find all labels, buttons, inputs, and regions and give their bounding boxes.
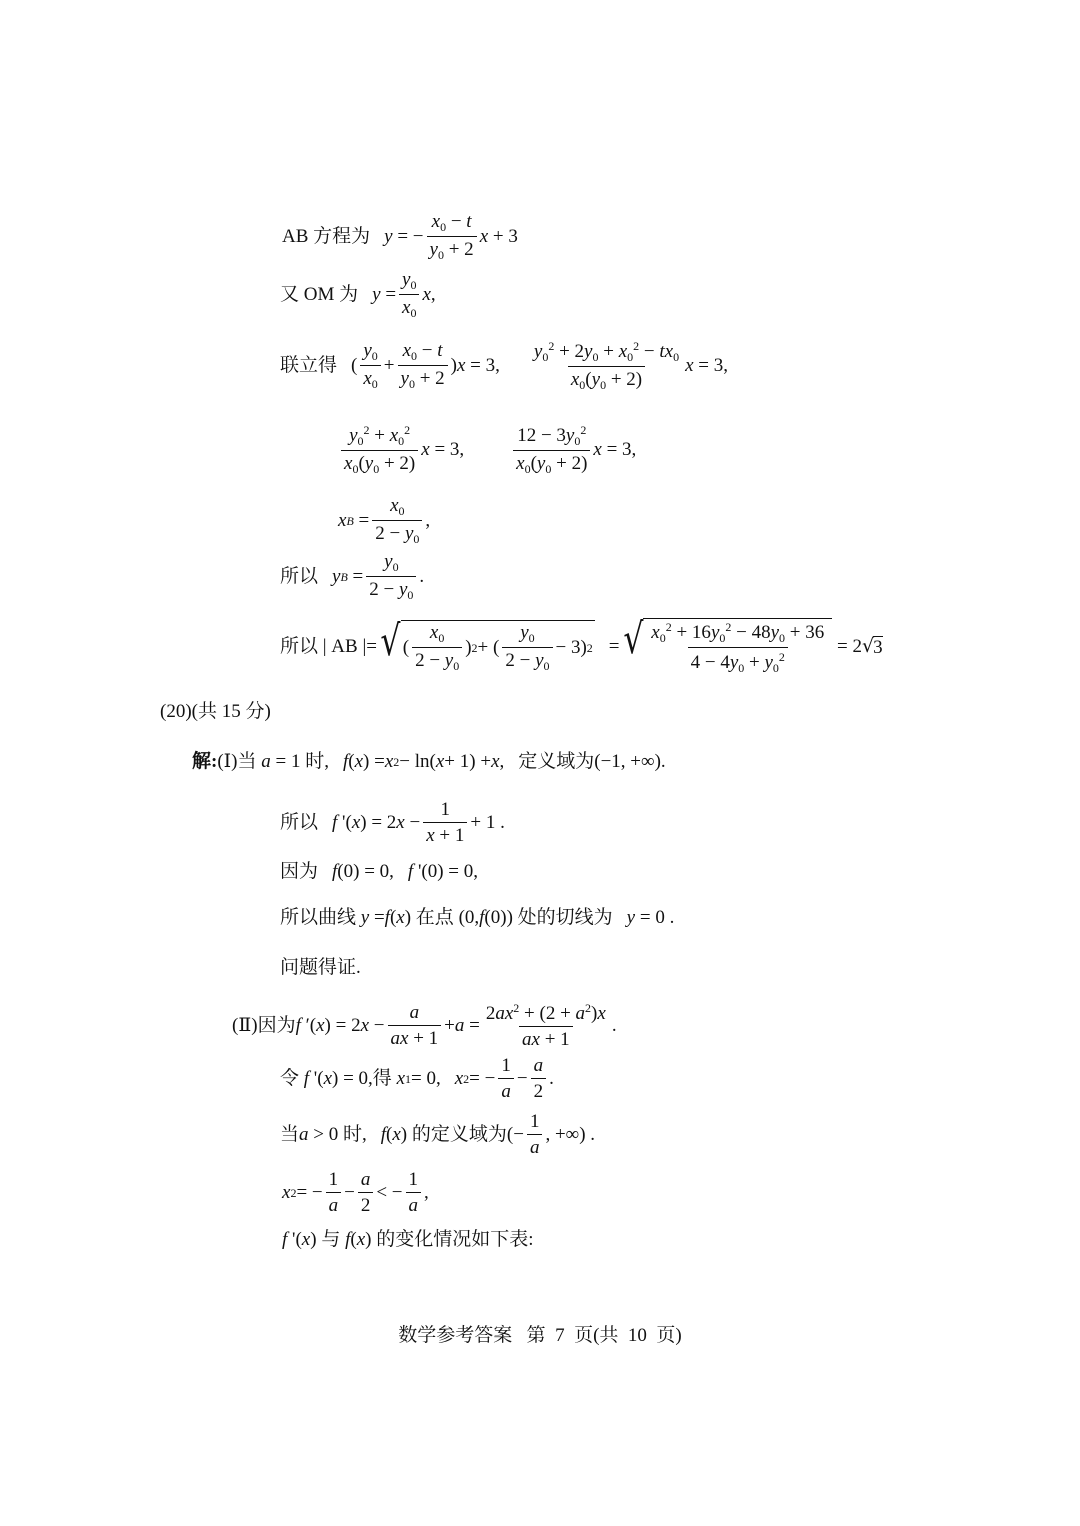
- page-footer: [0, 1320, 1080, 1347]
- solution-label: 解:: [192, 751, 218, 772]
- lianli-line: 联立得 ( $\frac{y_0}{x_0}$ + $\frac{x_0 - t}{y_0 + 2}$ ) x = 3, $\frac{y_0^2 + 2y_0 + x_0^2 - tx_0}{x_0(y_0 + 2)}$ x = 3,: [280, 339, 728, 392]
- question-20-header: (20)(共 15 分): [160, 701, 271, 722]
- part1-yinwei: 因为: [280, 861, 319, 882]
- part2-inequality-line: x 2 = − $\frac{1}{a}$ − $\frac{a}{2}$ < − $\frac{1}{a}$ ,: [282, 1169, 429, 1216]
- part2-dang: 当: [280, 1124, 300, 1145]
- part2-de: 得: [372, 1068, 392, 1089]
- footer-page-total: 10: [627, 1325, 647, 1346]
- suoyi-ab-label: 所以 | AB |=: [280, 635, 377, 657]
- footer-page-suffix: 页): [656, 1325, 682, 1346]
- xb-line: x B = $\frac{x_0}{2 - y_0}$ ,: [338, 495, 431, 546]
- part2-yinwei: 因为: [257, 1015, 296, 1036]
- ab-equation-line: AB 方程为 y = − $\frac{x_0 - t}{y_0 + 2}$ x + 3: [282, 211, 518, 262]
- part1-line1: 解: (Ⅰ) 当 a = 1 时, f ( x ) = x 2 − ln( x + 1) + x , 定义域为 (−1, +∞).: [192, 751, 666, 772]
- footer-page-prefix: 第: [526, 1325, 546, 1346]
- part1-values-line: 因为 f (0) = 0, f '(0) = 0,: [280, 861, 478, 882]
- yb-line: 所以 y B = $\frac{y_0}{2 - y_0}$ .: [280, 551, 425, 602]
- om-label: 又 OM 为: [280, 284, 359, 305]
- suoyi-label: 所以: [280, 566, 319, 587]
- footer-title: 数学参考答案: [398, 1325, 513, 1346]
- part1-text-shi: 时,: [305, 751, 329, 772]
- part2-domain-text: 的定义域为: [411, 1124, 507, 1145]
- part2-zeros-line: 令 f '( x ) = 0, 得 x 1 = 0, x 2 = − $\frac{1}{a}$ − $\frac{a}{2}$ .: [280, 1055, 554, 1102]
- ab-equation-label: AB 方程为: [282, 226, 371, 247]
- part1-proved: 问题得证.: [280, 957, 361, 978]
- part1-suoyi: 所以: [280, 812, 319, 833]
- om-line: 又 OM 为 y = $\frac{y_0}{x_0}$ x ,: [280, 269, 436, 320]
- part2-domain-line: 当 a > 0 时, f ( x ) 的定义域为 (− $\frac{1}{a}$ , +∞) .: [280, 1111, 596, 1158]
- part1-derivative-line: 所以 f '( x ) = 2 x − $\frac{1}{x + 1}$ + 1 .: [280, 799, 505, 846]
- part1-curve-c: 处的切线为: [517, 907, 613, 928]
- part1-curve-a: 所以曲线: [280, 907, 357, 928]
- part1-text-dang: 当: [237, 751, 257, 772]
- part2-shi: 时,: [342, 1124, 367, 1145]
- ab-length-line: 所以 | AB |= √ ( $\frac{x_0}{2 - y_0}$ ) 2 + ( $\frac{y_0}{2 - y_0}$ − 3) 2 = √ $\frac{x_0^2 + 16y_0^2 - 48y_0 + 36}{4 - 4y_0 + y_0^2}$ = 2 √ 3: [280, 614, 883, 675]
- part2-table-b: 的变化情况如下表:: [376, 1229, 534, 1250]
- footer-page-num: 7: [555, 1325, 565, 1346]
- part2-table-intro: f '( x ) 与 f ( x ) 的变化情况如下表:: [282, 1229, 534, 1250]
- simplify-line: $\frac{y_0^2 + x_0^2}{x_0(y_0 + 2)}$ x = 3, $\frac{12 - 3y_0^2}{x_0(y_0 + 2)}$ x = 3,: [338, 424, 636, 475]
- part1-tangent-line: 所以曲线 y = f ( x ) 在点 (0, f (0)) 处的切线为 y = 0 .: [280, 907, 675, 928]
- part2-ling: 令: [280, 1068, 300, 1089]
- part2-table-a: 与: [321, 1229, 341, 1250]
- lianli-label: 联立得: [280, 355, 338, 376]
- part1-curve-b: 在点: [415, 907, 454, 928]
- part2-label: (Ⅱ): [232, 1015, 258, 1036]
- part1-domain-text: 定义域为: [518, 751, 595, 772]
- part2-derivative-line: (Ⅱ) 因为 f ′( x ) = 2 x − $\frac{a}{ax + 1}$ + a = $\frac{2ax^2 + (2 + a^2)x}{ax + 1}$ .: [232, 1001, 617, 1050]
- footer-page-mid: 页(共: [574, 1325, 619, 1346]
- part1-label: (Ⅰ): [217, 751, 238, 772]
